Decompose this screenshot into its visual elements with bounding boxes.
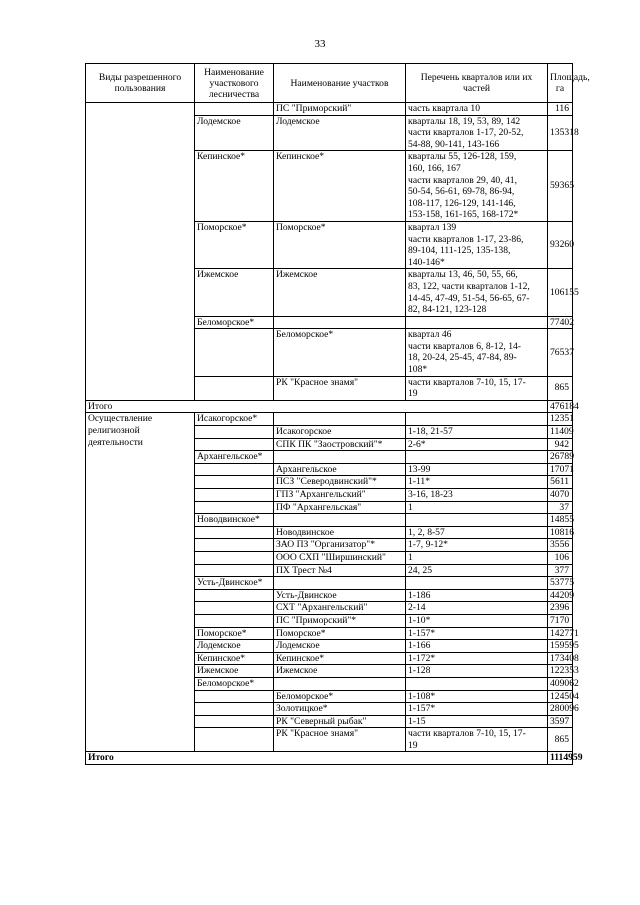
- quarters-line: 153-158, 161-165, 168-172*: [408, 209, 519, 221]
- section-cell: Лодемское: [274, 640, 406, 653]
- forestry-cell: [195, 589, 274, 602]
- quarters-cell: [406, 577, 548, 590]
- quarters-line: части кварталов 29, 40, 41,: [408, 174, 517, 186]
- section-cell: ПХ Трест №4: [274, 564, 406, 577]
- section-cell: Ижемское: [274, 665, 406, 678]
- quarters-line: 1: [408, 551, 413, 563]
- quarters-line: 24, 25: [408, 564, 432, 576]
- area-cell: 122353: [548, 665, 573, 678]
- quarters-line: 1-157*: [408, 627, 436, 639]
- quarters-cell: [406, 640, 548, 653]
- forestry-cell: [195, 463, 274, 476]
- quarters-line: 2-6*: [408, 438, 426, 450]
- area-cell: 116: [548, 103, 573, 116]
- section-cell: Поморское*: [274, 221, 406, 268]
- quarters-line: 89-104, 111-125, 135-138,: [408, 245, 511, 257]
- table-body: [86, 103, 583, 765]
- forestry-cell: [195, 103, 274, 116]
- section-cell: [274, 577, 406, 590]
- forestry-cell: Усть-Двинское*: [195, 577, 274, 590]
- area-cell: 409062: [548, 677, 573, 690]
- quarters-cell: [406, 438, 548, 451]
- quarters-cell: [406, 551, 548, 564]
- quarters-cell: [406, 103, 548, 116]
- header-area: Площадь, га: [548, 64, 573, 103]
- quarters-cell: [406, 602, 548, 615]
- forestry-cell: [195, 703, 274, 716]
- section-cell: ПС "Приморский"*: [274, 614, 406, 627]
- forestry-cell: [195, 715, 274, 728]
- area-cell: 53775: [548, 577, 573, 590]
- area-cell: 44209: [548, 589, 573, 602]
- quarters-cell: [406, 501, 548, 514]
- area-cell: 377: [548, 564, 573, 577]
- quarters-cell: [406, 539, 548, 552]
- quarters-line: 19: [408, 739, 418, 751]
- section-cell: Кепинское*: [274, 151, 406, 222]
- area-cell: 59365: [548, 151, 573, 222]
- area-cell: 37: [548, 501, 573, 514]
- quarters-cell: [406, 703, 548, 716]
- area-cell: 76537: [548, 329, 573, 376]
- forestry-cell: [195, 426, 274, 439]
- table-row: [86, 103, 573, 116]
- quarters-cell: [406, 426, 548, 439]
- forestry-cell: Кепинское*: [195, 652, 274, 665]
- quarters-cell: [406, 514, 548, 527]
- section-cell: РК "Красное знамя": [274, 728, 406, 752]
- forestry-cell: [195, 728, 274, 752]
- quarters-cell: [406, 269, 548, 316]
- area-cell: 1114959: [548, 752, 573, 765]
- section-cell: Золотицкое*: [274, 703, 406, 716]
- quarters-line: части кварталов 1-17, 23-86,: [408, 233, 524, 245]
- quarters-line: 108-117, 126-129, 141-146,: [408, 197, 516, 209]
- total-row: [86, 400, 573, 413]
- area-cell: 106155: [548, 269, 573, 316]
- forestry-cell: [195, 564, 274, 577]
- quarters-line: 1, 2, 8-57: [408, 526, 445, 538]
- section-cell: [274, 316, 406, 329]
- area-cell: 5611: [548, 476, 573, 489]
- quarters-cell: [406, 316, 548, 329]
- area-cell: 17071: [548, 463, 573, 476]
- forestry-cell: Новодвинское*: [195, 514, 274, 527]
- area-cell: 11409: [548, 426, 573, 439]
- quarters-line: 18, 20-24, 25-45, 47-84, 89-: [408, 352, 517, 364]
- quarters-line: части кварталов 7-10, 15, 17-: [408, 376, 526, 388]
- area-cell: 7170: [548, 614, 573, 627]
- area-cell: 12351: [548, 413, 573, 426]
- quarters-line: части кварталов 7-10, 15, 17-: [408, 728, 526, 740]
- kind-line: деятельности: [88, 436, 143, 448]
- header-section: Наименование участков: [274, 64, 406, 103]
- quarters-line: 1-10*: [408, 614, 431, 626]
- forestry-cell: [195, 438, 274, 451]
- quarters-cell: [406, 413, 548, 426]
- forestry-cell: [195, 329, 274, 376]
- forestry-cell: Поморское*: [195, 221, 274, 268]
- section-cell: Поморское*: [274, 627, 406, 640]
- area-cell: 3597: [548, 715, 573, 728]
- area-cell: 942: [548, 438, 573, 451]
- quarters-line: 83, 122, части кварталов 1-12,: [408, 280, 530, 292]
- quarters-line: 1-7, 9-12*: [408, 539, 448, 551]
- forestry-cell: Беломорское*: [195, 677, 274, 690]
- section-cell: Новодвинское: [274, 526, 406, 539]
- section-cell: Кепинское*: [274, 652, 406, 665]
- quarters-cell: [406, 329, 548, 376]
- section-cell: Архангельское: [274, 463, 406, 476]
- area-cell: 476184: [548, 400, 573, 413]
- area-cell: 159595: [548, 640, 573, 653]
- quarters-line: 2-14: [408, 602, 426, 614]
- forestry-cell: Кепинское*: [195, 151, 274, 222]
- quarters-line: 1-172*: [408, 652, 436, 664]
- table-row: [86, 413, 573, 426]
- quarters-line: 1-18, 21-57: [408, 426, 453, 438]
- forestry-table: [85, 63, 590, 765]
- quarters-line: части кварталов 1-17, 20-52,: [408, 127, 524, 139]
- forestry-cell: [195, 476, 274, 489]
- quarters-cell: [406, 526, 548, 539]
- kind-line: Осуществление: [88, 413, 153, 425]
- header-quarters: Перечень кварталов или их частей: [406, 64, 548, 103]
- area-cell: 26789: [548, 451, 573, 464]
- section-cell: СХТ "Архангельский": [274, 602, 406, 615]
- quarters-line: 1-157*: [408, 703, 436, 715]
- quarters-line: часть квартала 10: [408, 103, 480, 114]
- area-cell: 3556: [548, 539, 573, 552]
- quarters-cell: [406, 476, 548, 489]
- section-cell: ГПЗ "Архангельский": [274, 489, 406, 502]
- area-cell: 135318: [548, 115, 573, 151]
- quarters-cell: [406, 489, 548, 502]
- quarters-line: 160, 166, 167: [408, 162, 461, 174]
- forestry-cell: Лодемское: [195, 640, 274, 653]
- quarters-line: 1: [408, 501, 413, 513]
- page-number: 33: [314, 38, 326, 50]
- forestry-cell: [195, 602, 274, 615]
- quarters-line: 1-128: [408, 665, 431, 677]
- quarters-line: квартал 139: [408, 221, 457, 233]
- kind-line: религиозной: [88, 425, 140, 437]
- table-header-row: [86, 64, 573, 103]
- section-cell: Лодемское: [274, 115, 406, 151]
- quarters-cell: [406, 376, 548, 400]
- forestry-cell: Архангельское*: [195, 451, 274, 464]
- area-cell: 93260: [548, 221, 573, 268]
- forestry-cell: Беломорское*: [195, 316, 274, 329]
- section-cell: ЗАО ПЗ "Организатор"*: [274, 539, 406, 552]
- total-label: Итого: [86, 400, 548, 413]
- forestry-cell: [195, 551, 274, 564]
- quarters-line: 82, 84-121, 123-128: [408, 304, 487, 316]
- quarters-cell: [406, 564, 548, 577]
- total-label: Итого: [86, 752, 548, 765]
- section-cell: СПК ПК "Заостровский"*: [274, 438, 406, 451]
- quarters-line: части кварталов 6, 8-12, 14-: [408, 340, 521, 352]
- kind-cell: [86, 413, 195, 752]
- header-forestry: Наименование участкового лесничества: [195, 64, 274, 103]
- section-cell: ПС "Приморский": [274, 103, 406, 116]
- quarters-cell: [406, 728, 548, 752]
- quarters-line: 140-146*: [408, 256, 445, 268]
- section-cell: ООО СХП "Ширшинский": [274, 551, 406, 564]
- header-kind: Виды разрешенного пользования: [86, 64, 195, 103]
- quarters-line: кварталы 18, 19, 53, 89, 142: [408, 115, 521, 127]
- area-cell: 142771: [548, 627, 573, 640]
- area-cell: 865: [548, 376, 573, 400]
- section-cell: РК "Красное знамя": [274, 376, 406, 400]
- section-cell: [274, 677, 406, 690]
- quarters-line: 3-16, 18-23: [408, 489, 453, 500]
- quarters-line: 54-88, 90-141, 143-166: [408, 138, 500, 150]
- forestry-cell: [195, 376, 274, 400]
- area-cell: 280096: [548, 703, 573, 716]
- section-cell: [274, 451, 406, 464]
- forestry-cell: Ижемское: [195, 269, 274, 316]
- section-cell: Беломорское*: [274, 329, 406, 376]
- quarters-line: 1-108*: [408, 690, 436, 702]
- quarters-line: 108*: [408, 364, 428, 376]
- forestry-cell: [195, 539, 274, 552]
- quarters-line: 19: [408, 388, 418, 400]
- section-cell: Усть-Двинское: [274, 589, 406, 602]
- area-cell: 14855: [548, 514, 573, 527]
- forestry-cell: Ижемское: [195, 665, 274, 678]
- section-cell: ПФ "Архангельская": [274, 501, 406, 514]
- area-cell: 124504: [548, 690, 573, 703]
- forestry-cell: [195, 489, 274, 502]
- quarters-cell: [406, 665, 548, 678]
- area-cell: 77402: [548, 316, 573, 329]
- forestry-cell: [195, 690, 274, 703]
- section-cell: ПСЗ "Северодвинский"*: [274, 476, 406, 489]
- quarters-cell: [406, 221, 548, 268]
- section-cell: [274, 514, 406, 527]
- area-cell: 865: [548, 728, 573, 752]
- area-cell: 173408: [548, 652, 573, 665]
- quarters-cell: [406, 627, 548, 640]
- quarters-cell: [406, 589, 548, 602]
- section-cell: Беломорское*: [274, 690, 406, 703]
- forestry-cell: Исакогорское*: [195, 413, 274, 426]
- quarters-line: 13-99: [408, 463, 431, 475]
- area-cell: 106: [548, 551, 573, 564]
- area-cell: 2396: [548, 602, 573, 615]
- quarters-cell: [406, 677, 548, 690]
- section-cell: Ижемское: [274, 269, 406, 316]
- forestry-cell: Поморское*: [195, 627, 274, 640]
- quarters-line: 1-15: [408, 715, 426, 727]
- quarters-cell: [406, 690, 548, 703]
- quarters-cell: [406, 451, 548, 464]
- forestry-cell: [195, 614, 274, 627]
- quarters-line: квартал 46: [408, 329, 452, 341]
- quarters-line: кварталы 55, 126-128, 159,: [408, 151, 517, 163]
- quarters-cell: [406, 715, 548, 728]
- quarters-line: 14-45, 47-49, 51-54, 56-65, 67-: [408, 292, 530, 304]
- quarters-line: кварталы 13, 46, 50, 55, 66,: [408, 269, 518, 281]
- quarters-line: 1-186: [408, 589, 431, 601]
- area-cell: 4070: [548, 489, 573, 502]
- quarters-line: 1-11*: [408, 476, 431, 488]
- section-cell: Исакогорское: [274, 426, 406, 439]
- quarters-cell: [406, 652, 548, 665]
- quarters-line: 50-54, 56-61, 69-78, 86-94,: [408, 186, 515, 198]
- quarters-line: 1-166: [408, 640, 431, 652]
- forestry-cell: Лодемское: [195, 115, 274, 151]
- forestry-cell: [195, 501, 274, 514]
- section-cell: [274, 413, 406, 426]
- section-cell: РК "Северный рыбак": [274, 715, 406, 728]
- grand-total-row: [86, 752, 573, 765]
- forestry-cell: [195, 526, 274, 539]
- area-cell: 10816: [548, 526, 573, 539]
- quarters-cell: [406, 614, 548, 627]
- quarters-cell: [406, 463, 548, 476]
- quarters-cell: [406, 151, 548, 222]
- kind-cell: [86, 103, 195, 401]
- quarters-cell: [406, 115, 548, 151]
